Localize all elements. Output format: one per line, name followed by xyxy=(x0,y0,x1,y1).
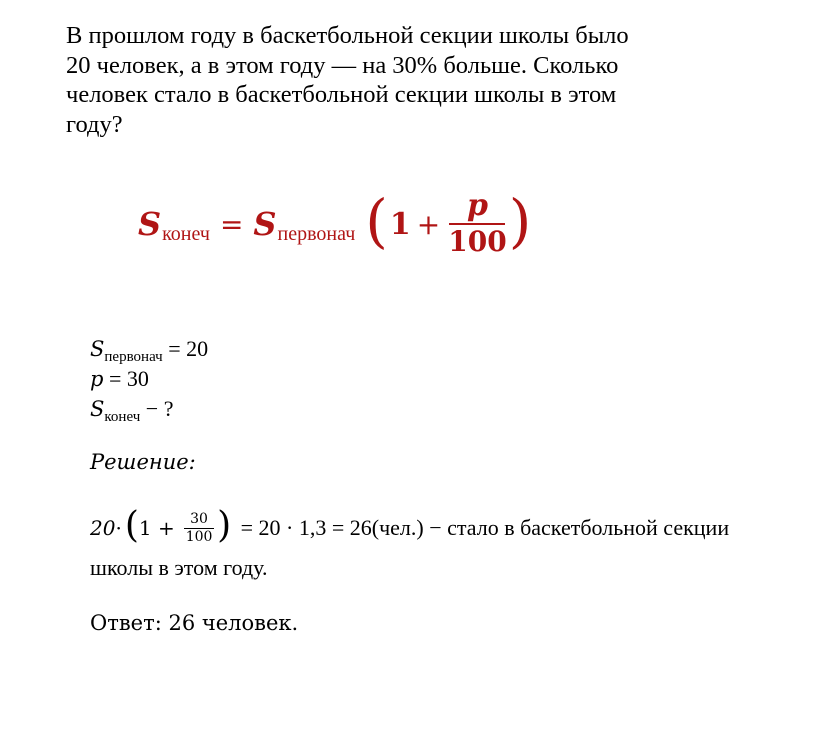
given-initial-sub: первонач xyxy=(104,349,163,365)
problem-line: году? xyxy=(66,110,123,138)
calc-dot: · xyxy=(115,516,122,540)
given-final-var: S xyxy=(90,397,105,421)
formula-one: 1 xyxy=(389,206,411,242)
problem-line: 20 человек, а в этом году — на 30% больше. Сколько xyxy=(66,51,619,79)
formula-var-final: S xyxy=(138,205,162,243)
formula-fraction xyxy=(448,189,506,259)
problem-line: В прошлом году в баскетбольной секции школы было xyxy=(66,22,629,49)
given-initial xyxy=(90,334,208,364)
given-percent xyxy=(90,364,208,394)
formula-plus: + xyxy=(416,207,441,241)
problem-text xyxy=(66,21,706,139)
given-initial-var: S xyxy=(90,337,105,361)
formula-numerator: p xyxy=(466,188,488,223)
solution-calculation xyxy=(90,507,810,581)
calc-inner-left: 1 + xyxy=(138,516,182,540)
calc-lead: 20 xyxy=(90,516,116,540)
percent-increase-formula xyxy=(138,186,531,262)
formula-close-paren: ) xyxy=(508,187,532,255)
calc-frac-den: 100 xyxy=(185,528,213,545)
formula-equals: = xyxy=(219,207,244,241)
given-percent-value: = 30 xyxy=(103,366,149,391)
calc-result: = 20 · 1,3 = 26(чел.) − стало в баскетбольной секции xyxy=(235,515,730,540)
formula-var-initial: S xyxy=(253,205,277,243)
formula-sub-initial: первонач xyxy=(277,222,356,245)
given-final xyxy=(90,394,208,424)
formula-sub-final: конеч xyxy=(162,222,210,245)
problem-line: человек стало в баскетбольной секции школы в этом xyxy=(66,81,617,108)
given-final-value: − ? xyxy=(140,396,174,421)
given-initial-value: = 20 xyxy=(162,336,209,361)
calculation-continuation: школы в этом году. xyxy=(90,555,268,580)
formula-denominator: 100 xyxy=(448,225,507,258)
calc-fraction xyxy=(184,511,214,546)
calculation-line xyxy=(90,507,810,549)
answer-text: Ответ: 26 человек. xyxy=(90,611,299,635)
given-percent-var: p xyxy=(90,367,104,391)
solution-label: Решение: xyxy=(90,450,196,474)
calc-close-paren: ) xyxy=(217,505,232,546)
calc-frac-num: 30 xyxy=(190,510,208,527)
calc-open-paren: ( xyxy=(124,505,139,546)
formula-open-paren: ( xyxy=(365,187,388,255)
given-values xyxy=(90,334,208,424)
given-final-sub: конеч xyxy=(104,409,141,425)
